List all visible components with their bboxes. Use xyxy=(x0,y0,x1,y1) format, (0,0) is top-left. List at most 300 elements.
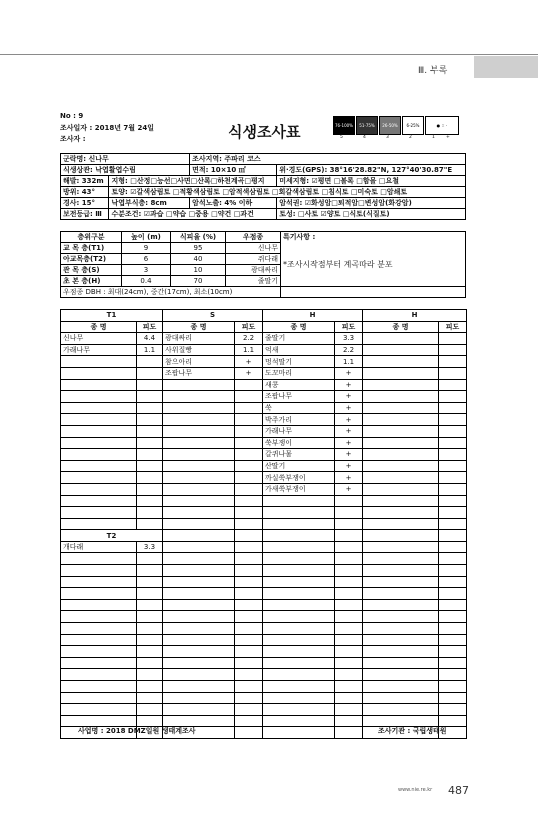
table-row xyxy=(61,437,467,449)
empty-cell xyxy=(263,657,335,669)
empty-cell xyxy=(235,657,263,669)
species-name: 줄딸기 xyxy=(263,333,335,345)
table-row xyxy=(61,333,467,345)
empty-cell xyxy=(235,425,263,437)
table-row xyxy=(61,623,467,635)
empty-cell xyxy=(137,402,163,414)
empty-cell xyxy=(235,588,263,600)
empty-cell xyxy=(363,402,439,414)
empty-cell xyxy=(263,692,335,704)
empty-cell xyxy=(137,634,163,646)
stratum-cover: 40 xyxy=(171,254,226,265)
species-name: 새콩 xyxy=(263,379,335,391)
remarks-label: 특기사항 : xyxy=(281,232,466,243)
empty-cell xyxy=(235,681,263,693)
empty-cell xyxy=(163,646,235,658)
rock-exposure: 암석노출: 4% 이하 xyxy=(190,198,277,209)
empty-cell xyxy=(263,576,335,588)
species-cover: + xyxy=(335,460,363,472)
soil: 토양: ☑갈색삼림토 □적황색삼림토 □암적색삼림토 □회갈색삼림토 □침식토 □미숙토 □암쇄토 xyxy=(109,187,466,198)
empty-cell xyxy=(363,507,439,519)
empty-cell xyxy=(163,425,235,437)
empty-cell xyxy=(439,449,467,461)
topography: 지형: □산정□능선□사면□산록□하천계곡□평지 xyxy=(109,176,277,187)
table-row xyxy=(61,657,467,669)
empty-cell xyxy=(61,379,137,391)
empty-cell xyxy=(137,704,163,716)
empty-cell xyxy=(61,623,137,635)
empty-cell xyxy=(61,599,137,611)
info-row xyxy=(61,187,466,198)
empty-cell xyxy=(61,565,137,577)
empty-cell xyxy=(137,657,163,669)
table-row xyxy=(61,483,467,495)
empty-cell xyxy=(335,646,363,658)
layer-label: H xyxy=(363,310,467,322)
bedrock: 암석권: ☑화성암□퇴적암□변성암(화강암) xyxy=(277,198,466,209)
empty-cell xyxy=(363,646,439,658)
species-name: 갈퀴나물 xyxy=(263,449,335,461)
species-cover: 4.4 xyxy=(137,333,163,345)
empty-cell xyxy=(363,483,439,495)
empty-cell xyxy=(235,437,263,449)
gps: 위·경도(GPS): 38°16'28.82"N, 127°40'30.87"E xyxy=(277,165,466,176)
empty-cell xyxy=(363,599,439,611)
legend-box-2: 6-25% xyxy=(402,116,424,135)
empty-cell xyxy=(163,518,235,530)
table-row xyxy=(61,379,467,391)
empty-cell xyxy=(335,530,363,542)
species-cover: + xyxy=(335,414,363,426)
empty-cell xyxy=(163,599,235,611)
empty-cell xyxy=(439,704,467,716)
table-row xyxy=(61,576,467,588)
empty-cell xyxy=(61,437,137,449)
species-name: 가래나무 xyxy=(61,344,137,356)
empty-cell xyxy=(363,611,439,623)
empty-cell xyxy=(439,669,467,681)
litter-layer: 낙엽부식층: 8cm xyxy=(109,198,190,209)
empty-cell xyxy=(335,588,363,600)
empty-cell xyxy=(235,541,263,553)
empty-cell xyxy=(235,623,263,635)
empty-cell xyxy=(235,460,263,472)
empty-cell xyxy=(163,437,235,449)
empty-cell xyxy=(61,588,137,600)
empty-cell xyxy=(263,588,335,600)
empty-cell xyxy=(363,495,439,507)
empty-cell xyxy=(335,611,363,623)
table-row xyxy=(61,449,467,461)
empty-cell xyxy=(263,553,335,565)
legend-box-5: 76-100% xyxy=(333,116,355,135)
layer-header-row xyxy=(61,310,467,322)
empty-cell xyxy=(61,460,137,472)
empty-cell xyxy=(363,379,439,391)
legend-symbols-icon: ● ⁙ · xyxy=(425,116,459,135)
empty-cell xyxy=(363,623,439,635)
table-row xyxy=(61,414,467,426)
species-table xyxy=(60,309,467,739)
stratum-name: 교 목 층(T1) xyxy=(61,243,122,254)
empty-cell xyxy=(235,472,263,484)
empty-cell xyxy=(61,414,137,426)
table-row xyxy=(61,565,467,577)
empty-cell xyxy=(137,472,163,484)
empty-cell xyxy=(163,507,235,519)
stratum-height: 0.4 xyxy=(122,276,171,287)
empty-cell xyxy=(439,391,467,403)
table-row xyxy=(61,681,467,693)
t2-header-row xyxy=(61,530,467,542)
table-row xyxy=(61,344,467,356)
strata-header: 높이 (m) xyxy=(122,232,171,243)
empty-cell xyxy=(235,611,263,623)
form-title: 식생조사표 xyxy=(228,123,301,141)
col-species-name: 종 명 xyxy=(163,321,235,333)
empty-cell xyxy=(439,553,467,565)
col-species-name: 종 명 xyxy=(263,321,335,333)
species-cover: + xyxy=(235,356,263,368)
stratum-dominant: 광대싸리 xyxy=(226,265,281,276)
species-cover: 1.1 xyxy=(235,344,263,356)
empty-cell xyxy=(137,623,163,635)
table-row xyxy=(61,541,467,553)
empty-cell xyxy=(439,646,467,658)
info-row xyxy=(61,154,466,165)
empty-cell xyxy=(137,565,163,577)
species-cover: + xyxy=(335,425,363,437)
empty-cell xyxy=(439,437,467,449)
empty-cell xyxy=(263,623,335,635)
empty-cell xyxy=(439,588,467,600)
remarks-text: *조사시작점부터 계곡따라 분포 xyxy=(281,243,466,287)
species-cover: + xyxy=(335,402,363,414)
species-name: 광대싸리 xyxy=(163,333,235,345)
table-row xyxy=(61,367,467,379)
empty-cell xyxy=(137,495,163,507)
empty-cell xyxy=(363,541,439,553)
species-cover: + xyxy=(335,391,363,403)
species-cover: 2.2 xyxy=(235,333,263,345)
empty-cell xyxy=(163,495,235,507)
empty-cell xyxy=(137,414,163,426)
species-name: 까실쑥부쟁이 xyxy=(263,472,335,484)
empty-cell xyxy=(235,727,263,739)
empty-cell xyxy=(439,379,467,391)
empty-cell xyxy=(137,379,163,391)
empty-cell xyxy=(163,402,235,414)
empty-cell xyxy=(363,414,439,426)
legend-num: 4 xyxy=(363,135,366,140)
species-name: 조팝나무 xyxy=(263,391,335,403)
empty-cell xyxy=(263,530,335,542)
empty-cell xyxy=(439,472,467,484)
empty-cell xyxy=(363,692,439,704)
species-cover: + xyxy=(335,449,363,461)
project-name: 사업명 : 2018 DMZ일원 생태계조사 xyxy=(78,727,196,735)
stratum-dominant: 쥐다래 xyxy=(226,254,281,265)
empty-cell xyxy=(263,518,335,530)
table-row xyxy=(61,634,467,646)
community-name: 군락명: 신나무 xyxy=(61,154,190,165)
empty-cell xyxy=(61,507,137,519)
empty-cell xyxy=(163,611,235,623)
empty-cell xyxy=(439,402,467,414)
empty-cell xyxy=(439,541,467,553)
empty-cell xyxy=(235,646,263,658)
species-cover: 1.1 xyxy=(137,344,163,356)
page-number: 487 xyxy=(448,784,469,797)
species-name: 멍석딸기 xyxy=(263,356,335,368)
species-name: 신나무 xyxy=(61,333,137,345)
info-row xyxy=(61,165,466,176)
col-cover: 피도 xyxy=(137,321,163,333)
empty-cell xyxy=(137,449,163,461)
empty-cell xyxy=(235,669,263,681)
empty-cell xyxy=(137,692,163,704)
plot-area: 면적: 10×10 ㎡ xyxy=(190,165,277,176)
species-cover: + xyxy=(335,483,363,495)
empty-cell xyxy=(235,704,263,716)
legend-box-4: 51-75% xyxy=(356,116,378,135)
strata-header-row xyxy=(61,232,466,243)
empty-cell xyxy=(163,692,235,704)
table-row xyxy=(61,669,467,681)
species-cover: + xyxy=(235,367,263,379)
col-cover: 피도 xyxy=(439,321,467,333)
empty-cell xyxy=(363,669,439,681)
empty-cell xyxy=(61,669,137,681)
empty-cell xyxy=(439,495,467,507)
layer-label: S xyxy=(163,310,263,322)
empty-cell xyxy=(263,681,335,693)
empty-cell xyxy=(137,518,163,530)
empty-cell xyxy=(163,530,235,542)
empty-cell xyxy=(61,356,137,368)
empty-cell xyxy=(61,692,137,704)
empty-cell xyxy=(163,472,235,484)
layer-label: T1 xyxy=(61,310,163,322)
legend-box-3: 26-50% xyxy=(379,116,401,135)
empty-cell xyxy=(61,704,137,716)
empty-cell xyxy=(137,681,163,693)
legend-num: + xyxy=(446,135,450,140)
empty-cell xyxy=(363,530,439,542)
empty-cell xyxy=(61,646,137,658)
surveyor: 조사자 : xyxy=(60,135,86,143)
empty-cell xyxy=(439,483,467,495)
species-name: 산딸기 xyxy=(263,460,335,472)
empty-cell xyxy=(363,391,439,403)
empty-cell xyxy=(335,657,363,669)
empty-cell xyxy=(61,402,137,414)
empty-cell xyxy=(439,565,467,577)
species-cover: + xyxy=(335,437,363,449)
table-row xyxy=(61,611,467,623)
table-row xyxy=(61,692,467,704)
empty-cell xyxy=(235,507,263,519)
header-rule xyxy=(0,54,538,55)
table-row xyxy=(61,495,467,507)
table-row xyxy=(61,391,467,403)
empty-cell xyxy=(363,460,439,472)
empty-cell xyxy=(263,646,335,658)
empty-cell xyxy=(363,356,439,368)
stratum-name: 초 본 층(H) xyxy=(61,276,122,287)
empty-cell xyxy=(137,356,163,368)
empty-cell xyxy=(335,576,363,588)
empty-cell xyxy=(363,449,439,461)
table-row xyxy=(61,460,467,472)
empty-cell xyxy=(335,704,363,716)
empty-cell xyxy=(363,333,439,345)
empty-cell xyxy=(439,599,467,611)
col-species-name: 종 명 xyxy=(61,321,137,333)
empty-cell xyxy=(363,565,439,577)
empty-cell xyxy=(263,611,335,623)
empty-cell xyxy=(163,565,235,577)
empty-cell xyxy=(163,623,235,635)
moisture: 수분조건: ☑과습 □약습 □중용 □약건 □과건 xyxy=(109,209,277,220)
species-cover: 3.3 xyxy=(335,333,363,345)
species-name: 조팝나무 xyxy=(163,367,235,379)
empty-cell xyxy=(363,367,439,379)
aspect: 방위: 43° xyxy=(61,187,109,198)
empty-cell xyxy=(137,599,163,611)
stratum-dominant: 줄딸기 xyxy=(226,276,281,287)
table-row xyxy=(61,472,467,484)
strata-header: 우점종 xyxy=(226,232,281,243)
empty-cell xyxy=(335,623,363,635)
empty-cell xyxy=(235,414,263,426)
survey-no: No : 9 xyxy=(60,112,84,120)
col-species-name: 종 명 xyxy=(363,321,439,333)
site-url: www.nie.re.kr xyxy=(398,787,433,793)
chapter-tab xyxy=(474,56,538,78)
species-cover: 1.1 xyxy=(335,356,363,368)
empty-cell xyxy=(439,507,467,519)
dominant-dbh: 우점종 DBH : 최대(24cm), 중간(17cm), 최소(10cm) xyxy=(61,287,281,298)
empty-cell xyxy=(363,657,439,669)
site-info-table xyxy=(60,153,466,220)
empty-cell xyxy=(137,576,163,588)
empty-cell xyxy=(61,449,137,461)
species-cover: + xyxy=(335,472,363,484)
stratum-cover: 10 xyxy=(171,265,226,276)
empty-cell xyxy=(61,391,137,403)
empty-cell xyxy=(439,460,467,472)
species-cover: 2.2 xyxy=(335,344,363,356)
empty-cell xyxy=(363,553,439,565)
species-cover: + xyxy=(335,367,363,379)
empty-cell xyxy=(163,460,235,472)
survey-area: 조사지역: 주파리 코스 xyxy=(190,154,466,165)
strata-table xyxy=(60,231,466,298)
species-name: 도꼬마리 xyxy=(263,367,335,379)
dbh-row xyxy=(61,287,466,298)
stratum-height: 3 xyxy=(122,265,171,276)
legend-num: 3 xyxy=(386,135,389,140)
empty-cell xyxy=(263,704,335,716)
empty-cell xyxy=(61,483,137,495)
chapter-label: Ⅲ. 부록 xyxy=(418,66,448,76)
empty-cell xyxy=(137,425,163,437)
strata-row xyxy=(61,243,466,254)
t2-label: T2 xyxy=(61,530,163,542)
empty-cell xyxy=(163,391,235,403)
empty-cell xyxy=(163,704,235,716)
species-name: 사위질빵 xyxy=(163,344,235,356)
altitude: 해발: 332m xyxy=(61,176,109,187)
stratum-height: 6 xyxy=(122,254,171,265)
empty-cell xyxy=(137,588,163,600)
empty-cell xyxy=(263,541,335,553)
survey-date: 조사일자 : 2018년 7월 24일 xyxy=(60,124,154,132)
legend-num: 5 xyxy=(340,135,343,140)
empty-cell xyxy=(363,681,439,693)
info-row xyxy=(61,209,466,220)
empty-cell xyxy=(235,553,263,565)
info-row xyxy=(61,176,466,187)
empty-cell xyxy=(235,715,263,727)
empty-cell xyxy=(363,344,439,356)
species-name: 참으아리 xyxy=(163,356,235,368)
empty-cell xyxy=(439,681,467,693)
table-row xyxy=(61,356,467,368)
slope: 경사: 15° xyxy=(61,198,109,209)
empty-cell xyxy=(439,634,467,646)
empty-cell xyxy=(235,576,263,588)
empty-cell xyxy=(439,333,467,345)
table-row xyxy=(61,553,467,565)
empty-cell xyxy=(263,715,335,727)
empty-cell xyxy=(439,692,467,704)
empty-cell xyxy=(61,425,137,437)
empty-cell xyxy=(235,449,263,461)
stratum-cover: 95 xyxy=(171,243,226,254)
empty-cell xyxy=(363,634,439,646)
empty-cell xyxy=(235,391,263,403)
empty-cell xyxy=(163,576,235,588)
strata-header: 층위구분 xyxy=(61,232,122,243)
empty-cell xyxy=(335,565,363,577)
empty-cell xyxy=(335,634,363,646)
empty-cell xyxy=(335,715,363,727)
legend-num: 1 xyxy=(432,135,435,140)
empty-cell xyxy=(163,657,235,669)
empty-cell xyxy=(335,692,363,704)
empty-cell xyxy=(235,402,263,414)
empty-cell xyxy=(335,681,363,693)
empty-cell xyxy=(61,657,137,669)
legend-num: 2 xyxy=(409,135,412,140)
table-row xyxy=(61,507,467,519)
empty-cell xyxy=(363,576,439,588)
empty-cell xyxy=(163,669,235,681)
species-name: 억새 xyxy=(263,344,335,356)
stratum-height: 9 xyxy=(122,243,171,254)
empty-cell xyxy=(439,576,467,588)
empty-cell xyxy=(137,507,163,519)
empty-cell xyxy=(235,483,263,495)
empty-cell xyxy=(235,692,263,704)
empty-cell xyxy=(163,681,235,693)
empty-cell xyxy=(335,541,363,553)
empty-cell xyxy=(363,472,439,484)
empty-cell xyxy=(439,425,467,437)
layer-label: H xyxy=(263,310,363,322)
